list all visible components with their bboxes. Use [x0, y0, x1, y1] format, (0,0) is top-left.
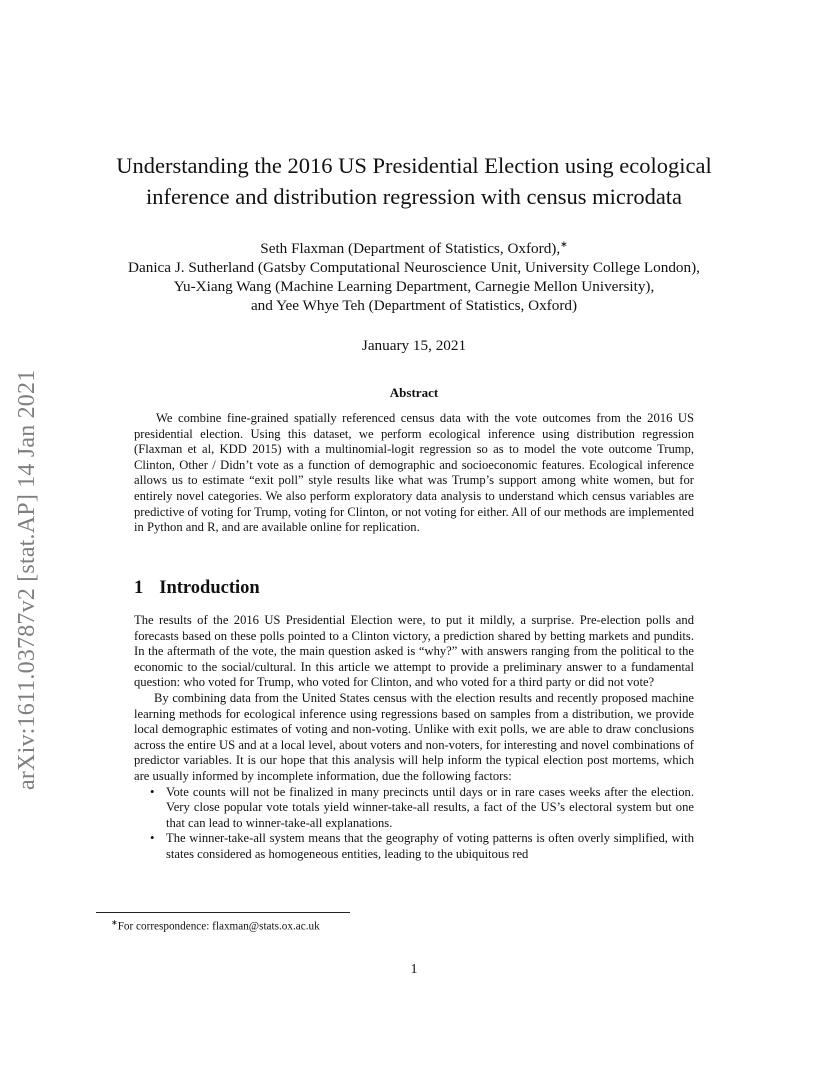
correspondence-mark: ∗: [560, 239, 568, 249]
author-line-1: Seth Flaxman (Department of Statistics, Oxford),∗: [260, 239, 568, 258]
footnote-mark: ∗: [111, 918, 118, 927]
author-list: [80, 235, 748, 315]
arxiv-identifier-stamp: arXiv:1611.03787v2 [stat.AP] 14 Jan 2021: [14, 369, 40, 790]
title-line-1: Understanding the 2016 US Presidential Election using ecological: [116, 153, 712, 178]
abstract-text: We combine fine-grained spatially referenced census data with the vote outcomes from the 2016 US presidential election. Using this dataset, we perform ecological inference using distribution regression (Flaxman et al, KDD 2015) with a multinomial-logit regression so as to model the vote outcome Trump, Clinton, Other / Didn’t vote as a function of demographic and socioeconomic features. Ecological inference allows us to estimate “exit poll” style results like what was Trump’s support among white women, but for entirely novel categories. We also perform exploratory data analysis to understand which census variables are predictive of voting for Trump, voting for Clinton, or not voting for either. All of our methods are implemented in Python and R, and are available online for replication.: [134, 411, 694, 535]
author-line-2: Danica J. Sutherland (Gatsby Computational Neuroscience Unit, University College London),: [128, 259, 700, 277]
author-line-4: and Yee Whye Teh (Department of Statistics, Oxford): [250, 297, 578, 315]
page-number: 1: [410, 962, 418, 977]
body-text: [134, 613, 694, 863]
footnote-text: For correspondence: flaxman@stats.ox.ac.uk: [117, 920, 320, 933]
section-number: 1: [134, 578, 144, 598]
list-item: • The winner-take-all system means that the geography of voting patterns is often overly simplified, with states considered as homogeneous entities, leading to the ubiquitous red: [150, 831, 694, 861]
factor-list: [134, 785, 694, 863]
paper-date: January 15, 2021: [361, 337, 467, 354]
paragraph-1: The results of the 2016 US Presidential Election were, to put it mildly, a surprise. Pre-election polls and forecasts based on these polls pointed to a Clinton victory, a prediction shared by betting markets and pundits. In the aftermath of the vote, the main question asked is “why?” with answers ranging from the political to the economic to the social/cultural. In this article we attempt to provide a preliminary answer to a fundamental question: who voted for Trump, who voted for Clinton, and who voted for a third party or did not vote?: [134, 613, 694, 690]
paper-title: [90, 150, 738, 212]
footnote: [111, 918, 320, 933]
author-line-3: Yu-Xiang Wang (Machine Learning Department, Carnegie Mellon University),: [173, 278, 655, 296]
section-title: Introduction: [159, 578, 260, 598]
title-line-2: inference and distribution regression with census microdata: [145, 184, 683, 209]
bullet-icon: •: [150, 784, 155, 799]
paragraph-2: By combining data from the United States census with the election results and recently proposed machine learning methods for ecological inference using regressions based on samples from a distribution, we provide local demographic estimates of voting and non-voting. Unlike with exit polls, we are able to draw conclusions across the entire US and at a local level, about voters and non-voters, for interesting and novel combinations of predictor variables. It is our hope that this analysis will help inform the typical election post mortems, which are usually informed by incomplete information, due the following factors:: [134, 690, 694, 783]
section-heading: [134, 578, 260, 599]
bullet-icon: •: [150, 831, 155, 846]
list-item: • Vote counts will not be finalized in many precincts until days or in rare cases weeks after the election. Very close popular vote totals yield winner-take-all results, a fact of the US’s electoral system but one that can lead to winner-take-all explanations.: [150, 784, 694, 830]
footnote-divider: [96, 912, 350, 913]
abstract-heading: Abstract: [389, 385, 439, 400]
